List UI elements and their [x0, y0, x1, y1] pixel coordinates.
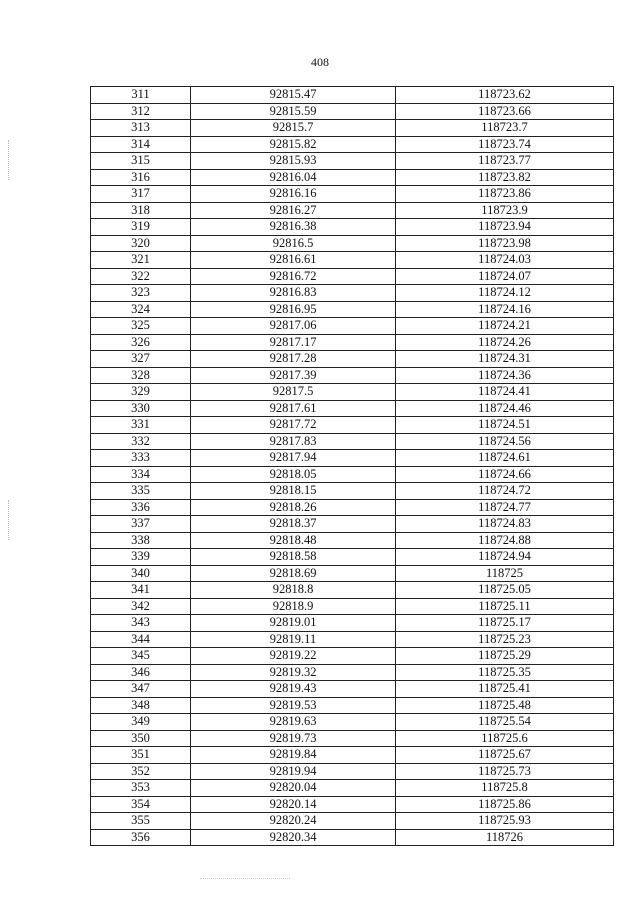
y-coordinate-cell: 118724.12: [396, 285, 614, 302]
point-number-cell: 325: [91, 318, 191, 335]
table-row: [91, 153, 614, 170]
table-row: [91, 433, 614, 450]
y-coordinate-cell: 118725.41: [396, 681, 614, 698]
x-coordinate-cell: 92819.53: [191, 697, 396, 714]
x-coordinate-cell: 92819.43: [191, 681, 396, 698]
x-coordinate-cell: 92815.59: [191, 103, 396, 120]
point-number-cell: 324: [91, 301, 191, 318]
point-number-cell: 330: [91, 400, 191, 417]
y-coordinate-cell: 118724.72: [396, 483, 614, 500]
point-number-cell: 342: [91, 598, 191, 615]
table-row: [91, 334, 614, 351]
point-number-cell: 348: [91, 697, 191, 714]
y-coordinate-cell: 118724.83: [396, 516, 614, 533]
table-row: [91, 400, 614, 417]
x-coordinate-cell: 92816.95: [191, 301, 396, 318]
x-coordinate-cell: 92819.01: [191, 615, 396, 632]
y-coordinate-cell: 118725.17: [396, 615, 614, 632]
y-coordinate-cell: 118724.66: [396, 466, 614, 483]
point-number-cell: 355: [91, 813, 191, 830]
y-coordinate-cell: 118725.54: [396, 714, 614, 731]
y-coordinate-cell: 118724.56: [396, 433, 614, 450]
table-row: [91, 813, 614, 830]
y-coordinate-cell: 118724.51: [396, 417, 614, 434]
y-coordinate-cell: 118723.66: [396, 103, 614, 120]
coordinate-table: [90, 86, 614, 846]
table-row: [91, 615, 614, 632]
table-row: [91, 367, 614, 384]
y-coordinate-cell: 118723.86: [396, 186, 614, 203]
point-number-cell: 353: [91, 780, 191, 797]
x-coordinate-cell: 92816.61: [191, 252, 396, 269]
y-coordinate-cell: 118724.21: [396, 318, 614, 335]
table-row: [91, 796, 614, 813]
point-number-cell: 313: [91, 120, 191, 137]
x-coordinate-cell: 92815.47: [191, 87, 396, 104]
x-coordinate-cell: 92816.38: [191, 219, 396, 236]
x-coordinate-cell: 92817.17: [191, 334, 396, 351]
point-number-cell: 315: [91, 153, 191, 170]
y-coordinate-cell: 118725.11: [396, 598, 614, 615]
point-number-cell: 354: [91, 796, 191, 813]
x-coordinate-cell: 92819.84: [191, 747, 396, 764]
y-coordinate-cell: 118724.41: [396, 384, 614, 401]
y-coordinate-cell: 118725.73: [396, 763, 614, 780]
x-coordinate-cell: 92816.5: [191, 235, 396, 252]
x-coordinate-cell: 92818.26: [191, 499, 396, 516]
y-coordinate-cell: 118723.82: [396, 169, 614, 186]
x-coordinate-cell: 92820.34: [191, 829, 396, 846]
table-row: [91, 219, 614, 236]
point-number-cell: 345: [91, 648, 191, 665]
table-row: [91, 829, 614, 846]
table-row: [91, 268, 614, 285]
x-coordinate-cell: 92818.69: [191, 565, 396, 582]
table-row: [91, 747, 614, 764]
table-row: [91, 648, 614, 665]
point-number-cell: 334: [91, 466, 191, 483]
x-coordinate-cell: 92817.72: [191, 417, 396, 434]
table-row: [91, 351, 614, 368]
page-number: 408: [311, 55, 329, 69]
table-row: [91, 763, 614, 780]
table-row: [91, 235, 614, 252]
table-row: [91, 532, 614, 549]
point-number-cell: 323: [91, 285, 191, 302]
y-coordinate-cell: 118725.6: [396, 730, 614, 747]
table-row: [91, 631, 614, 648]
table-row: [91, 450, 614, 467]
scan-edge-left: [8, 140, 10, 180]
x-coordinate-cell: 92820.14: [191, 796, 396, 813]
x-coordinate-cell: 92819.94: [191, 763, 396, 780]
table-row: [91, 318, 614, 335]
table-row: [91, 664, 614, 681]
x-coordinate-cell: 92817.39: [191, 367, 396, 384]
x-coordinate-cell: 92817.5: [191, 384, 396, 401]
y-coordinate-cell: 118725.29: [396, 648, 614, 665]
x-coordinate-cell: 92816.27: [191, 202, 396, 219]
table-row: [91, 780, 614, 797]
y-coordinate-cell: 118725.48: [396, 697, 614, 714]
y-coordinate-cell: 118724.16: [396, 301, 614, 318]
table-row: [91, 120, 614, 137]
point-number-cell: 314: [91, 136, 191, 153]
x-coordinate-cell: 92817.28: [191, 351, 396, 368]
table-row: [91, 285, 614, 302]
x-coordinate-cell: 92818.8: [191, 582, 396, 599]
point-number-cell: 344: [91, 631, 191, 648]
table-row: [91, 598, 614, 615]
point-number-cell: 319: [91, 219, 191, 236]
table-row: [91, 417, 614, 434]
table-row: [91, 582, 614, 599]
table-row: [91, 483, 614, 500]
y-coordinate-cell: 118723.98: [396, 235, 614, 252]
point-number-cell: 337: [91, 516, 191, 533]
x-coordinate-cell: 92819.32: [191, 664, 396, 681]
y-coordinate-cell: 118724.77: [396, 499, 614, 516]
y-coordinate-cell: 118725.23: [396, 631, 614, 648]
y-coordinate-cell: 118723.94: [396, 219, 614, 236]
table-row: [91, 169, 614, 186]
point-number-cell: 327: [91, 351, 191, 368]
point-number-cell: 328: [91, 367, 191, 384]
table-row: [91, 202, 614, 219]
x-coordinate-cell: 92815.82: [191, 136, 396, 153]
y-coordinate-cell: 118724.31: [396, 351, 614, 368]
y-coordinate-cell: 118725: [396, 565, 614, 582]
y-coordinate-cell: 118724.26: [396, 334, 614, 351]
y-coordinate-cell: 118725.93: [396, 813, 614, 830]
point-number-cell: 351: [91, 747, 191, 764]
y-coordinate-cell: 118723.77: [396, 153, 614, 170]
y-coordinate-cell: 118725.8: [396, 780, 614, 797]
x-coordinate-cell: 92818.48: [191, 532, 396, 549]
y-coordinate-cell: 118724.46: [396, 400, 614, 417]
table-row: [91, 565, 614, 582]
table-row: [91, 301, 614, 318]
x-coordinate-cell: 92820.04: [191, 780, 396, 797]
table-row: [91, 549, 614, 566]
point-number-cell: 346: [91, 664, 191, 681]
table-row: [91, 681, 614, 698]
y-coordinate-cell: 118725.05: [396, 582, 614, 599]
point-number-cell: 336: [91, 499, 191, 516]
x-coordinate-cell: 92817.94: [191, 450, 396, 467]
y-coordinate-cell: 118723.9: [396, 202, 614, 219]
point-number-cell: 332: [91, 433, 191, 450]
x-coordinate-cell: 92819.63: [191, 714, 396, 731]
table-row: [91, 384, 614, 401]
y-coordinate-cell: 118724.88: [396, 532, 614, 549]
table-row: [91, 136, 614, 153]
point-number-cell: 347: [91, 681, 191, 698]
point-number-cell: 331: [91, 417, 191, 434]
x-coordinate-cell: 92819.22: [191, 648, 396, 665]
table-row: [91, 87, 614, 104]
x-coordinate-cell: 92818.9: [191, 598, 396, 615]
point-number-cell: 339: [91, 549, 191, 566]
point-number-cell: 340: [91, 565, 191, 582]
y-coordinate-cell: 118724.36: [396, 367, 614, 384]
scan-edge-left-lower: [8, 500, 10, 540]
point-number-cell: 316: [91, 169, 191, 186]
x-coordinate-cell: 92820.24: [191, 813, 396, 830]
table-row: [91, 252, 614, 269]
point-number-cell: 329: [91, 384, 191, 401]
point-number-cell: 356: [91, 829, 191, 846]
x-coordinate-cell: 92818.05: [191, 466, 396, 483]
y-coordinate-cell: 118724.07: [396, 268, 614, 285]
x-coordinate-cell: 92815.93: [191, 153, 396, 170]
y-coordinate-cell: 118723.62: [396, 87, 614, 104]
x-coordinate-cell: 92819.11: [191, 631, 396, 648]
x-coordinate-cell: 92816.72: [191, 268, 396, 285]
y-coordinate-cell: 118724.61: [396, 450, 614, 467]
x-coordinate-cell: 92817.61: [191, 400, 396, 417]
table-row: [91, 499, 614, 516]
y-coordinate-cell: 118726: [396, 829, 614, 846]
point-number-cell: 338: [91, 532, 191, 549]
table-row: [91, 516, 614, 533]
y-coordinate-cell: 118724.03: [396, 252, 614, 269]
x-coordinate-cell: 92817.83: [191, 433, 396, 450]
point-number-cell: 321: [91, 252, 191, 269]
table-row: [91, 186, 614, 203]
table-row: [91, 730, 614, 747]
x-coordinate-cell: 92817.06: [191, 318, 396, 335]
y-coordinate-cell: 118723.7: [396, 120, 614, 137]
y-coordinate-cell: 118723.74: [396, 136, 614, 153]
x-coordinate-cell: 92819.73: [191, 730, 396, 747]
y-coordinate-cell: 118725.35: [396, 664, 614, 681]
point-number-cell: 312: [91, 103, 191, 120]
table-row: [91, 714, 614, 731]
coordinate-table-body: [91, 87, 614, 846]
point-number-cell: 322: [91, 268, 191, 285]
point-number-cell: 333: [91, 450, 191, 467]
x-coordinate-cell: 92818.15: [191, 483, 396, 500]
point-number-cell: 343: [91, 615, 191, 632]
table-row: [91, 466, 614, 483]
y-coordinate-cell: 118724.94: [396, 549, 614, 566]
y-coordinate-cell: 118725.86: [396, 796, 614, 813]
point-number-cell: 326: [91, 334, 191, 351]
x-coordinate-cell: 92816.04: [191, 169, 396, 186]
point-number-cell: 341: [91, 582, 191, 599]
scan-edge-bottom: [200, 878, 290, 880]
x-coordinate-cell: 92818.37: [191, 516, 396, 533]
x-coordinate-cell: 92816.83: [191, 285, 396, 302]
x-coordinate-cell: 92816.16: [191, 186, 396, 203]
table-row: [91, 103, 614, 120]
point-number-cell: 311: [91, 87, 191, 104]
y-coordinate-cell: 118725.67: [396, 747, 614, 764]
point-number-cell: 350: [91, 730, 191, 747]
table-row: [91, 697, 614, 714]
point-number-cell: 335: [91, 483, 191, 500]
point-number-cell: 317: [91, 186, 191, 203]
point-number-cell: 318: [91, 202, 191, 219]
point-number-cell: 352: [91, 763, 191, 780]
x-coordinate-cell: 92818.58: [191, 549, 396, 566]
point-number-cell: 349: [91, 714, 191, 731]
x-coordinate-cell: 92815.7: [191, 120, 396, 137]
point-number-cell: 320: [91, 235, 191, 252]
